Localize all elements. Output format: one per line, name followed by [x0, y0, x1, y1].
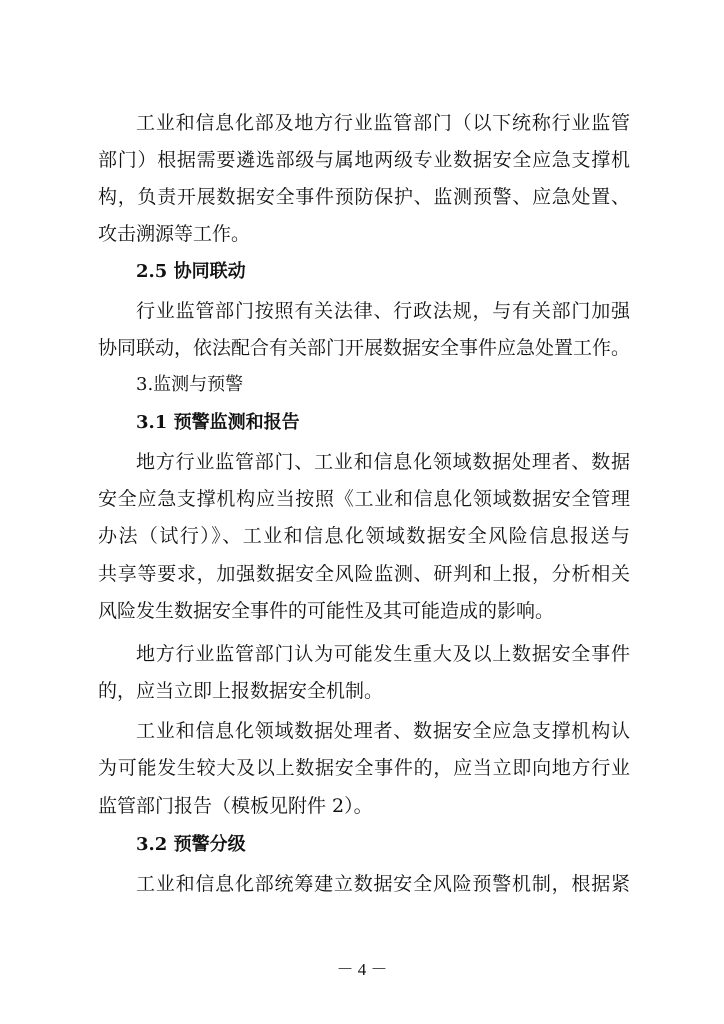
paragraph-6-line-1: 工业和信息化部统筹建立数据安全风险预警机制，根据紧: [136, 873, 630, 895]
section-heading-2-5: 2.5 协同联动: [136, 261, 246, 282]
paragraph-4-line-2: 的，应当立即上报数据安全机制。: [98, 680, 384, 702]
paragraph-3-line-2: 安全应急支撑机构应当按照《工业和信息化领域数据安全管理: [98, 488, 630, 510]
paragraph-1-line-3: 构，负责开展数据安全事件预防保护、监测预警、应急处置、: [98, 186, 630, 208]
paragraph-4-line-1: 地方行业监管部门认为可能发生重大及以上数据安全事件: [136, 643, 630, 665]
paragraph-2-line-1: 行业监管部门按照有关法律、行政法规，与有关部门加强: [136, 300, 630, 322]
paragraph-5-line-3: 监管部门报告（模板见附件 2）。: [98, 795, 373, 817]
section-heading-3: 3.监测与预警: [136, 374, 244, 395]
paragraph-3-line-1: 地方行业监管部门、工业和信息化领域数据处理者、数据: [136, 451, 630, 473]
paragraph-1-line-1: 工业和信息化部及地方行业监管部门（以下统称行业监管: [136, 112, 630, 134]
section-heading-3-2: 3.2 预警分级: [136, 834, 246, 855]
paragraph-5-line-2: 为可能发生较大及以上数据安全事件的，应当立即向地方行业: [98, 757, 630, 779]
section-heading-3-1: 3.1 预警监测和报告: [136, 412, 300, 433]
paragraph-3-line-4: 共享等要求，加强数据安全风险监测、研判和上报，分析相关: [98, 563, 630, 585]
paragraph-3-line-5: 风险发生数据安全事件的可能性及其可能造成的影响。: [98, 600, 555, 622]
page-number: － 4 －: [336, 960, 388, 979]
paragraph-2-line-2: 协同联动，依法配合有关部门开展数据安全事件应急处置工作。: [98, 337, 631, 359]
paragraph-1-line-2: 部门）根据需要遴选部级与属地两级专业数据安全应急支撑机: [98, 149, 630, 171]
paragraph-3-line-3: 办法（试行）》、工业和信息化领域数据安全风险信息报送与: [98, 525, 630, 547]
paragraph-5-line-1: 工业和信息化领域数据处理者、数据安全应急支撑机构认: [136, 720, 630, 742]
paragraph-1-line-4: 攻击溯源等工作。: [98, 223, 251, 245]
